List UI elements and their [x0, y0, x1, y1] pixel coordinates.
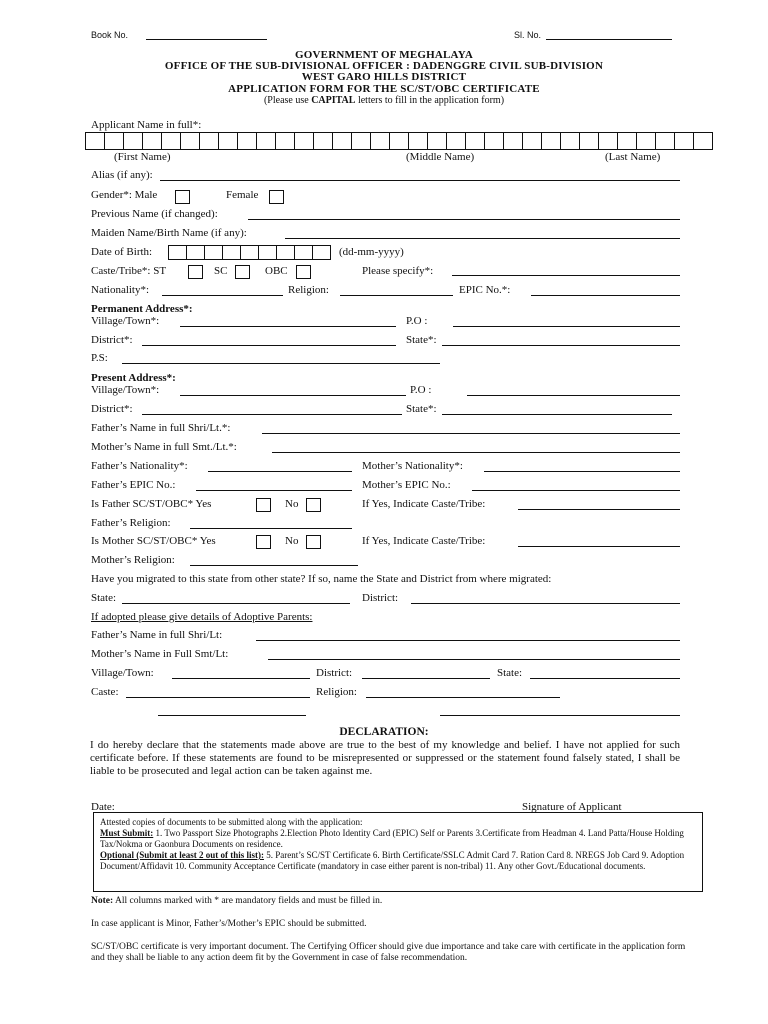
- nationality-label: Nationality*:: [91, 284, 150, 296]
- declaration-text: I do hereby declare that the statements made above are true to the best of my knowledge and belief. I have not applied for such certificate before. If these statements are found to be misrepresented or suppressed or the statement found falsely stated, I shall be liable to be prosecuted and legal action can be taken against me.: [90, 739, 680, 777]
- previous-name-field[interactable]: [248, 219, 680, 220]
- note-minor: In case applicant is Minor, Father’s/Mother’s EPIC should be submitted.: [91, 919, 367, 929]
- migrated-district-label: District:: [362, 592, 399, 604]
- religion-label: Religion:: [288, 284, 329, 296]
- female-label: Female: [226, 189, 259, 201]
- father-nationality-field[interactable]: [208, 471, 352, 472]
- documents-must: Must Submit: 1. Two Passport Size Photographs 2.Election Photo Identity Card (EPIC) Self or Parents 3.Certificate from Headman 4. Land Patta/House Holding Tax/Nokma or Gaonbura Documents on residence.: [100, 828, 684, 849]
- adopt-mother-label: Mother’s Name in Full Smt/Lt:: [91, 648, 229, 660]
- father-name-label: Father’s Name in full Shri/Lt.*:: [91, 422, 231, 434]
- header-government: GOVERNMENT OF MEGHALAYA: [295, 49, 473, 61]
- adopt-father-label: Father’s Name in full Shri/Lt:: [91, 629, 223, 641]
- pres-village-field[interactable]: [180, 395, 406, 396]
- applicant-name-label: Applicant Name in full*:: [91, 119, 202, 131]
- perm-state-label: State*:: [406, 334, 437, 346]
- epic-field[interactable]: [531, 295, 680, 296]
- mother-name-label: Mother’s Name in full Smt./Lt.*:: [91, 441, 237, 453]
- please-specify-field[interactable]: [452, 275, 680, 276]
- adopt-father-field[interactable]: [256, 640, 680, 641]
- perm-village-label: Village/Town*:: [91, 315, 160, 327]
- mother-name-field[interactable]: [272, 452, 680, 453]
- female-checkbox[interactable]: [269, 190, 284, 204]
- father-no-checkbox[interactable]: [306, 498, 321, 512]
- pres-state-label: State*:: [406, 403, 437, 415]
- religion-field[interactable]: [340, 295, 453, 296]
- note-important: SC/ST/OBC certificate is very important document. The Certifying Officer should give due importance and take care with certificate in the application form and they shall be liable to any action deem fit by the Government in case of false recommendation.: [91, 942, 686, 963]
- obc-label: OBC: [265, 265, 288, 277]
- blank-line-left[interactable]: [158, 715, 306, 716]
- perm-state-field[interactable]: [442, 345, 680, 346]
- perm-po-label: P.O :: [406, 315, 428, 327]
- father-no-label: No: [285, 498, 299, 510]
- applicant-name-boxes[interactable]: [85, 132, 712, 150]
- mother-yes-checkbox[interactable]: [256, 535, 271, 549]
- mother-religion-field[interactable]: [190, 565, 358, 566]
- book-no-field[interactable]: [146, 39, 267, 40]
- adopt-district-field[interactable]: [362, 678, 490, 679]
- documents-optional: Optional (Submit at least 2 out of this list): 5. Parent’s SC/ST Certificate 6. Birth Certificate/SSLC Admit Card 7. Ration Card 8. NREGS Job Card 9. Adoption Document/Affidavit 10. Community Acceptance Certificate (mandatory in case either parent is non-tribal) 11. Any other Govt./Educational documents.: [100, 850, 685, 871]
- signature-label: Signature of Applicant: [522, 801, 622, 813]
- perm-ps-label: P.S:: [91, 352, 108, 364]
- blank-line-right[interactable]: [440, 715, 680, 716]
- adopt-state-label: State:: [497, 667, 523, 679]
- migrated-question: Have you migrated to this state from other state? If so, name the State and District from where migrated:: [91, 573, 552, 585]
- mother-religion-label: Mother’s Religion:: [91, 554, 175, 566]
- pres-district-label: District*:: [91, 403, 133, 415]
- adopt-village-field[interactable]: [172, 678, 310, 679]
- migrated-district-field[interactable]: [411, 603, 680, 604]
- dob-format: (dd-mm-yyyy): [339, 246, 404, 258]
- father-religion-label: Father’s Religion:: [91, 517, 171, 529]
- book-no-label: Book No.: [91, 30, 129, 40]
- father-if-yes-label: If Yes, Indicate Caste/Tribe:: [362, 498, 486, 510]
- last-name-caption: (Last Name): [605, 151, 661, 163]
- permanent-address-heading: Permanent Address*:: [91, 303, 193, 315]
- adopt-caste-label: Caste:: [91, 686, 119, 698]
- father-name-field[interactable]: [262, 433, 680, 434]
- father-yes-checkbox[interactable]: [256, 498, 271, 512]
- pres-po-field[interactable]: [467, 395, 680, 396]
- previous-name-label: Previous Name (if changed):: [91, 208, 218, 220]
- obc-checkbox[interactable]: [296, 265, 311, 279]
- epic-label: EPIC No.*:: [459, 284, 511, 296]
- present-address-heading: Present Address*:: [91, 372, 176, 384]
- maiden-name-field[interactable]: [285, 238, 680, 239]
- caste-tribe-label: Caste/Tribe*: ST: [91, 265, 167, 277]
- pres-district-field[interactable]: [142, 414, 402, 415]
- adopted-heading: If adopted please give details of Adoptive Parents:: [91, 611, 313, 623]
- middle-name-caption: (Middle Name): [406, 151, 475, 163]
- father-if-yes-field[interactable]: [518, 509, 680, 510]
- st-checkbox[interactable]: [188, 265, 203, 279]
- father-religion-field[interactable]: [190, 528, 352, 529]
- adopt-religion-field[interactable]: [366, 697, 560, 698]
- alias-label: Alias (if any):: [91, 169, 153, 181]
- father-epic-label: Father’s EPIC No.:: [91, 479, 176, 491]
- header-office: OFFICE OF THE SUB-DIVISIONAL OFFICER : DADENGGRE CIVIL SUB-DIVISION: [164, 60, 604, 72]
- father-nationality-label: Father’s Nationality*:: [91, 460, 188, 472]
- mother-no-label: No: [285, 535, 299, 547]
- maiden-name-label: Maiden Name/Birth Name (if any):: [91, 227, 247, 239]
- note-mandatory: Note: All columns marked with * are mandatory fields and must be filled in.: [91, 896, 383, 906]
- please-specify-label: Please specify*:: [362, 265, 434, 277]
- perm-district-field[interactable]: [142, 345, 396, 346]
- sl-no-label: Sl. No.: [514, 30, 542, 40]
- perm-village-field[interactable]: [180, 326, 396, 327]
- gender-label: Gender*: Male: [91, 189, 158, 201]
- sc-label: SC: [214, 265, 228, 277]
- sc-checkbox[interactable]: [235, 265, 250, 279]
- adopt-mother-field[interactable]: [268, 659, 680, 660]
- dob-boxes[interactable]: [168, 245, 330, 260]
- perm-district-label: District*:: [91, 334, 133, 346]
- mother-epic-field[interactable]: [472, 490, 680, 491]
- pres-state-field[interactable]: [442, 414, 672, 415]
- mother-epic-label: Mother’s EPIC No.:: [362, 479, 451, 491]
- pres-village-label: Village/Town*:: [91, 384, 160, 396]
- adopt-religion-label: Religion:: [316, 686, 357, 698]
- mother-nationality-label: Mother’s Nationality*:: [362, 460, 463, 472]
- mother-nationality-field[interactable]: [484, 471, 680, 472]
- documents-text: [100, 817, 700, 872]
- adopt-village-label: Village/Town:: [91, 667, 154, 679]
- migrated-state-label: State:: [91, 592, 117, 604]
- mother-if-yes-field[interactable]: [518, 546, 680, 547]
- is-father-label: Is Father SC/ST/OBC* Yes: [91, 498, 212, 510]
- documents-intro: Attested copies of documents to be submitted along with the application:: [100, 817, 363, 827]
- sl-no-field[interactable]: [546, 39, 672, 40]
- adopt-caste-field[interactable]: [126, 697, 310, 698]
- mother-if-yes-label: If Yes, Indicate Caste/Tribe:: [362, 535, 486, 547]
- declaration-title: DECLARATION:: [339, 726, 429, 738]
- alias-field[interactable]: [160, 180, 680, 181]
- header-district: WEST GARO HILLS DISTRICT: [301, 71, 467, 83]
- is-mother-label: Is Mother SC/ST/OBC* Yes: [91, 535, 216, 547]
- pres-po-label: P.O :: [410, 384, 432, 396]
- adopt-state-field[interactable]: [530, 678, 680, 679]
- header-form-title: APPLICATION FORM FOR THE SC/ST/OBC CERTIFICATE: [228, 83, 540, 95]
- father-epic-field[interactable]: [196, 490, 352, 491]
- mother-no-checkbox[interactable]: [306, 535, 321, 549]
- first-name-caption: (First Name): [114, 151, 171, 163]
- perm-po-field[interactable]: [453, 326, 680, 327]
- date-label: Date:: [91, 801, 115, 813]
- adopt-district-label: District:: [316, 667, 353, 679]
- migrated-state-field[interactable]: [122, 603, 350, 604]
- nationality-field[interactable]: [162, 295, 283, 296]
- header-instruction: (Please use CAPITAL letters to fill in the application form): [263, 95, 505, 106]
- dob-label: Date of Birth:: [91, 246, 153, 258]
- perm-ps-field[interactable]: [122, 363, 440, 364]
- male-checkbox[interactable]: [175, 190, 190, 204]
